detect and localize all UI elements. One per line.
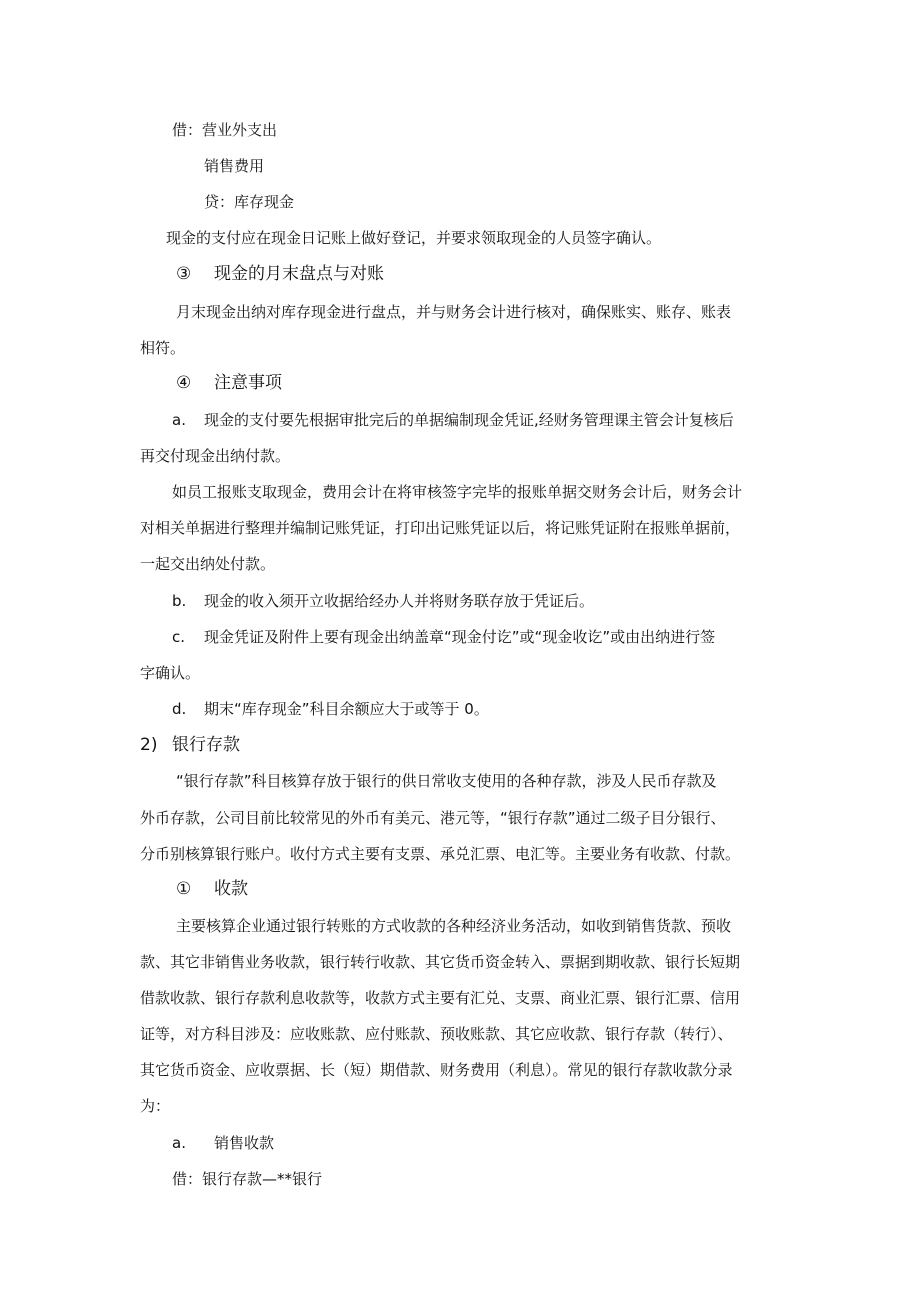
list-text: 现金凭证及附件上要有现金出纳盖章“现金付讫”或“现金收讫”或由出纳进行签 <box>204 628 716 646</box>
list-label: d. <box>172 700 187 718</box>
paragraph-line: 再交付现金出纳付款。 <box>140 447 291 465</box>
paragraph-line: 款、其它非销售业务收款，银行转行收款、其它货币资金转入、票据到期收款、银行长短期 <box>140 953 741 971</box>
paragraph-line: 借款收款、银行存款利息收款等，收款方式主要有汇兑、支票、商业汇票、银行汇票、信用 <box>140 989 741 1007</box>
list-label: b. <box>172 592 187 610</box>
heading-1 <box>176 879 248 899</box>
credit-line: 贷：库存现金 <box>204 193 295 211</box>
heading-4 <box>176 373 282 393</box>
debit-line: 借：营业外支出 <box>172 121 278 139</box>
section-title: 银行存款 <box>172 735 240 755</box>
heading-text: 收款 <box>214 879 248 899</box>
list-item-d <box>172 699 489 719</box>
paragraph-line: 证等，对方科目涉及：应收账款、应付账款、预收账款、其它应收款、银行存款（转行）、 <box>140 1025 733 1043</box>
heading-text: 现金的月末盘点与对账 <box>214 264 384 284</box>
paragraph-line: 字确认。 <box>140 664 201 682</box>
paragraph-line: “银行存款”科目核算存放于银行的供日常收支使用的各种存款，涉及人民币存款及 <box>176 772 717 790</box>
heading-3 <box>176 264 384 284</box>
paragraph-line: 一起交出纳处付款。 <box>140 555 276 573</box>
list-text: 销售收款 <box>214 1134 275 1152</box>
list-item-a <box>172 410 734 430</box>
list-item-c <box>172 627 715 647</box>
paragraph-line: 主要核算企业通过银行转账的方式收款的各种经济业务活动，如收到销售货款、预收 <box>176 917 732 935</box>
heading-text: 注意事项 <box>214 373 282 393</box>
paragraph-line: 其它货币资金、应收票据、长（短）期借款、财务费用（利息）。常见的银行存款收款分录 <box>140 1061 733 1079</box>
section-number: 2) <box>140 735 158 755</box>
heading-number: ④ <box>176 373 192 393</box>
list-label: a. <box>172 1134 186 1152</box>
paragraph-line: 如员工报账支取现金，费用会计在将审核签字完毕的报账单据交财务会计后，财务会计 <box>172 483 743 501</box>
section-heading <box>140 735 240 755</box>
heading-number: ③ <box>176 264 192 284</box>
list-item-sales <box>172 1133 274 1153</box>
list-label: c. <box>172 628 186 646</box>
list-text: 现金的收入须开立收据给经办人并将财务联存放于凭证后。 <box>204 592 595 610</box>
paragraph-line: 对相关单据进行整理并编制记账凭证，打印出记账凭证以后，将记账凭证附在报账单据前， <box>140 519 741 537</box>
entry-line: 销售费用 <box>204 157 265 175</box>
debit-line: 借：银行存款—**银行 <box>172 1170 323 1188</box>
list-text: 期末“库存现金”科目余额应大于或等于 0。 <box>204 700 489 718</box>
list-label: a. <box>172 411 186 429</box>
paragraph-line: 相符。 <box>140 339 186 357</box>
paragraph-line: 月末现金出纳对库存现金进行盘点，并与财务会计进行核对，确保账实、账存、账表 <box>176 303 732 321</box>
heading-number: ① <box>176 879 192 899</box>
paragraph-line: 外币存款，公司目前比较常见的外币有美元、港元等，“银行存款”通过二级子目分银行、 <box>140 809 726 827</box>
list-item-b <box>172 591 594 611</box>
paragraph-line: 现金的支付应在现金日记账上做好登记，并要求领取现金的人员签字确认。 <box>166 229 662 247</box>
paragraph-line: 为： <box>140 1097 171 1115</box>
list-text: 现金的支付要先根据审批完后的单据编制现金凭证,经财务管理课主管会计复核后 <box>204 411 734 429</box>
paragraph-line: 分币别核算银行账户。收付方式主要有支票、承兑汇票、电汇等。主要业务有收款、付款。 <box>140 845 741 863</box>
